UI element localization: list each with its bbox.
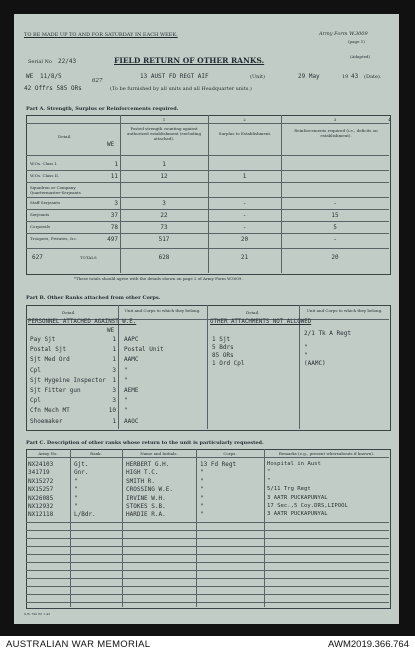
part-a-row-detail: Staff Serjeants [30, 200, 61, 205]
name-initials: IRVINE W.H. [126, 494, 166, 502]
col-num-4: 4 [388, 117, 391, 122]
attached-unit: AEME [124, 387, 139, 394]
part-b-left-sub: WE [107, 327, 115, 334]
other-attachment-unit: 2/1 Tk A Regt [304, 330, 351, 337]
col-num-1: 1 [162, 117, 166, 122]
part-b-head-unit-right: Unit and Corps to which they belong. [306, 308, 383, 313]
rank: " [74, 494, 78, 502]
unit-label: (Unit) [250, 74, 265, 80]
row-rule [26, 182, 389, 183]
part-b-head-unit-left: Unit and Corps to which they belong. [124, 308, 201, 313]
remarks: 3 AATR PUCKAPUNYAL [267, 511, 328, 518]
attached-unit: " [124, 397, 128, 405]
army-number: NX26085 [28, 494, 54, 502]
date-label: (Date). [364, 74, 382, 80]
attached-unit: AAPC [124, 336, 139, 343]
attached-unit: AAMC [124, 356, 139, 364]
row-rule [26, 586, 389, 587]
col-head-surplus: Surplus to Establishment. [218, 131, 272, 136]
attached-detail: Sjt Fitter gun [30, 387, 81, 394]
corps: " [200, 511, 204, 519]
part-a-title: Part A. Strength, Surplus or Reinforcements required. [26, 106, 179, 112]
other-attachment-detail: 85 ORs [212, 352, 234, 359]
attached-number: 1 [112, 346, 116, 354]
row-rule [26, 221, 389, 222]
part-c-head-corps: Corps. [223, 451, 237, 456]
part-b-title: Part B. Other Ranks attached from other Corps. [26, 295, 161, 301]
row-rule [26, 233, 389, 234]
part-b-head-detail-left: Detail. [62, 310, 76, 315]
part-c-head-name: Name and Initials. [140, 451, 178, 456]
other-attachment-unit: (AAMC) [304, 360, 326, 367]
corps: " [200, 503, 204, 510]
col-num-3: 3 [333, 117, 337, 122]
footer-archive-name: AUSTRALIAN WAR MEMORIAL [6, 639, 151, 650]
other-attachment-unit: " [304, 344, 308, 351]
corps: " [200, 477, 204, 485]
attached-number: 3 [112, 387, 116, 394]
part-a-row-surplus: - [242, 224, 247, 231]
army-number: 341719 [28, 469, 50, 477]
part-a-row-we: 11 [110, 173, 118, 180]
part-a-row-we: 37 [110, 212, 118, 219]
row-rule [26, 570, 389, 571]
archive-footer [0, 636, 415, 653]
corps: " [200, 494, 204, 502]
part-a-row-detail: Serjeants [30, 212, 50, 217]
date-value: 29 May [298, 73, 320, 80]
part-a-row-surplus: - [242, 200, 247, 207]
row-rule [26, 522, 389, 523]
col-head-detail: Detail. [58, 134, 72, 139]
part-a-row-we: 78 [110, 224, 118, 231]
part-a-row-posted: 1 [162, 161, 166, 168]
part-a-row-reinforcements: - [333, 236, 337, 243]
row-rule [26, 578, 389, 579]
footer-catalogue-id: AWM2019.366.764 [328, 639, 409, 650]
form-title: FIELD RETURN OF OTHER RANKS. [114, 56, 265, 65]
row-rule [26, 538, 389, 539]
print-code: S.W. 790 Wt 1-43 [24, 612, 51, 616]
attached-number: 3 [112, 366, 116, 374]
other-attachment-detail: 1 Ord Cpl [212, 360, 245, 367]
offrs-line: 42 Offrs 585 ORs [24, 85, 82, 92]
other-attachment-detail: 1 Sjt [212, 336, 231, 343]
attached-detail: Cfn Mech MT [30, 407, 70, 415]
name-initials: STOKES S.B. [126, 503, 166, 510]
row-rule [26, 197, 389, 198]
part-c-head-army-no: Army No. [38, 451, 58, 456]
part-a-row-we: 1 [114, 161, 118, 168]
we-value: 11/8/5 [40, 73, 62, 80]
army-form-number: Army Form W.3009 [319, 31, 368, 37]
page-number: (page 1) [348, 39, 365, 44]
date-year-prefix: 19 [342, 74, 349, 80]
rank: " [74, 477, 78, 485]
name-initials: HIGH T.C. [126, 469, 159, 477]
remarks: 3 AATR PUCKAPUNYAL [267, 494, 328, 501]
part-a-row-posted: 22 [160, 212, 168, 219]
corps: 13 Fd Regt [200, 461, 237, 468]
remarks: 17 Sec.,5 Coy.DRS,LIPOOL [267, 503, 348, 509]
row-rule [26, 602, 389, 603]
totals-posted: 628 [158, 254, 170, 261]
remarks: " [267, 469, 271, 476]
row-rule [26, 594, 389, 595]
rank: " [74, 486, 78, 494]
row-rule [26, 170, 389, 171]
part-c-head-remarks: Remarks (e.g., present whereabouts if known). [278, 451, 375, 456]
part-a-row-we: 497 [107, 236, 118, 243]
army-number: NX12932 [28, 503, 54, 510]
attached-number: 1 [112, 376, 116, 384]
attached-number: 10 [108, 407, 116, 415]
date-year: 43 [351, 73, 359, 80]
row-rule [26, 209, 389, 210]
totals-surplus: 21 [240, 254, 249, 261]
attached-unit: " [124, 407, 128, 415]
attached-number: 1 [112, 356, 116, 364]
offrs-total-note: 627 [92, 78, 103, 84]
name-initials: CROSSING W.E. [126, 486, 173, 494]
part-c-title: Part C. Description of other ranks whose return to the unit is particularly requested. [26, 440, 264, 446]
col-head-posted: Posted strength counting against authorized establishment (excluding attached). [126, 126, 202, 141]
part-a-row-reinforcements: 5 [333, 224, 337, 231]
part-a-row-posted: 517 [158, 236, 170, 243]
part-a-row-detail: Squadron or Company Quartermaster-Serjeants [30, 185, 81, 195]
remarks: Hospital in Aust [267, 461, 321, 467]
we-label: WE [26, 73, 34, 80]
serial-number: 22/43 [58, 58, 77, 65]
part-a-row-reinforcements: - [333, 200, 337, 207]
adapted-note: (Adapted) [350, 54, 371, 59]
totals-reinforcements: 20 [331, 254, 339, 261]
rank: " [74, 503, 78, 510]
serial-label: Serial No [28, 59, 52, 65]
part-c-head-rank: Rank. [90, 451, 102, 456]
army-number: NX15257 [28, 486, 54, 494]
totals-label: TOTALS [80, 255, 97, 260]
part-a-footnote: *These totals should agree with the details shown on page 2 of Army Form W3009. [74, 276, 243, 281]
rank: Gjt. [74, 461, 89, 468]
part-a-row-detail: Corporals [30, 224, 50, 229]
part-a-row-detail: Troopers, Privates, &c. [30, 236, 78, 241]
part-a-row-posted: 12 [160, 173, 168, 180]
army-number: NX24103 [28, 461, 54, 468]
attached-number: 1 [112, 336, 116, 343]
part-b-right-caption: OTHER ATTACHMENTS NOT ALLOWED [210, 319, 312, 325]
part-a-row-surplus: - [242, 212, 247, 219]
attached-unit: " [124, 366, 128, 374]
army-number: NX12118 [28, 511, 54, 519]
name-initials: HERBERT G.H. [126, 461, 170, 468]
part-a-row-posted: 73 [160, 224, 168, 231]
part-a-row-surplus: 20 [240, 236, 249, 243]
remarks: 5/11 Trg Regt [267, 486, 311, 493]
row-rule [26, 562, 389, 563]
part-a-row-reinforcements: 15 [331, 212, 339, 219]
row-rule [26, 530, 389, 531]
attached-detail: Cpl [30, 397, 41, 405]
totals-we: 627 [32, 254, 43, 261]
attached-number: 1 [112, 417, 116, 425]
top-note: TO BE MADE UP TO AND FOR SATURDAY IN EACH WEEK. [24, 32, 178, 38]
attached-detail: Shoemaker [30, 417, 63, 425]
part-a-row-detail: W.Os. Class II. [30, 173, 60, 178]
form-sheet [14, 14, 399, 624]
attached-detail: Sjt Hygeine Inspector [30, 376, 106, 384]
part-a-row-posted: 3 [162, 200, 166, 207]
part-a-row-we: 3 [114, 200, 118, 207]
attached-number: 3 [112, 397, 116, 405]
col-num-2: 2 [243, 117, 246, 122]
name-initials: HARDIE R.A. [126, 511, 166, 519]
part-a-row-surplus: 1 [242, 173, 247, 180]
furnished-note: (To be furnished by all units and all Headquarter units.) [110, 86, 252, 92]
rank: Gnr. [74, 469, 89, 477]
row-rule [26, 546, 389, 547]
attached-detail: Sjt Med Ord [30, 356, 70, 364]
corps: " [200, 469, 204, 477]
attached-unit: " [124, 376, 128, 384]
army-number: NX15272 [28, 477, 54, 485]
remarks: " [267, 477, 271, 484]
corps: " [200, 486, 204, 494]
row-rule [26, 554, 389, 555]
row-rule [26, 248, 389, 249]
col-head-reinforcements: Reinforcements required (i.e., deficits on establishment). [294, 128, 378, 138]
part-b-left-caption: PERSONNEL ATTACHED AGAINST W.E. [28, 319, 137, 325]
attached-detail: Postal Sjt [30, 346, 67, 354]
part-b-head-detail-right: Detail. [246, 310, 260, 315]
name-initials: SMITH R. [126, 477, 155, 485]
other-attachment-unit: " [304, 352, 308, 359]
attached-unit: Postal Unit [124, 346, 164, 354]
attached-detail: Pay Sjt [30, 336, 56, 343]
rank: L/Bdr. [74, 511, 96, 519]
part-a-row-detail: W.Os. Class I. [30, 161, 58, 166]
attached-detail: Cpl [30, 366, 41, 374]
unit-value: 13 AUST FD REGT AIF [140, 73, 209, 80]
col-head-we: WE [107, 141, 115, 148]
other-attachment-detail: 5 Bdrs [212, 344, 234, 351]
attached-unit: AAOC [124, 417, 139, 425]
